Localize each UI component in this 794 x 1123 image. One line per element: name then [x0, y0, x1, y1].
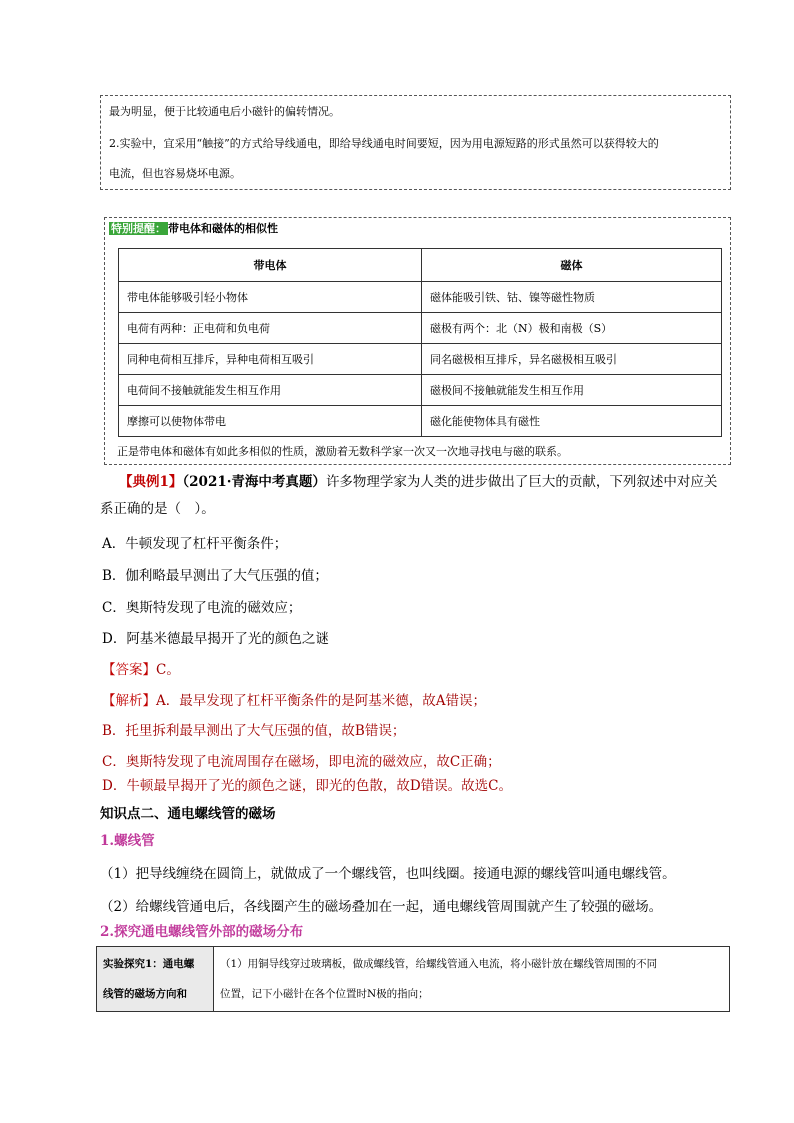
table-cell: 带电体能够吸引轻小物体 — [119, 282, 422, 313]
table-row — [119, 282, 722, 313]
experiment-table — [96, 946, 730, 1012]
table-row — [119, 406, 722, 437]
analysis-d: D．牛顿最早揭开了光的颜色之谜，即光的色散，故D错误。故选C。 — [102, 778, 512, 794]
answer-line — [102, 658, 180, 678]
option-c: C．奥斯特发现了电流的磁效应； — [102, 600, 302, 616]
section-heading: 知识点二、通电螺线管的磁场 — [100, 806, 276, 822]
example-stem-line-1 — [119, 470, 739, 490]
experiment-label-cell — [97, 947, 214, 1012]
table-cell: 磁体能吸引铁、钴、镍等磁性物质 — [422, 282, 722, 313]
analysis-tag: 【解析】 — [102, 693, 156, 709]
paragraph-2: （2）给螺线管通电后，各线圈产生的磁场叠加在一起，通电螺线管周围就产生了较强的磁场。 — [100, 899, 663, 915]
example-source: （2021·青海中考真题） — [182, 474, 326, 490]
table-row — [119, 375, 722, 406]
answer-value: C。 — [156, 662, 180, 678]
table-cell: 电荷间不接触就能发生相互作用 — [119, 375, 422, 406]
reminder-title-row — [109, 221, 278, 237]
table-cell: 同种电荷相互排斥，异种电荷相互吸引 — [119, 344, 422, 375]
table-cell: 磁化能使物体具有磁性 — [422, 406, 722, 437]
reminder-title: 带电体和磁体的相似性 — [168, 222, 278, 235]
experiment-text-1: （1）用铜导线穿过玻璃板，做成螺线管，给螺线管通入电流，将小磁针放在螺线管周围的不同 — [220, 958, 658, 970]
option-b: B．伽利略最早测出了大气压强的值； — [102, 568, 328, 584]
notes-box — [100, 95, 731, 190]
experiment-label-1: 实验探究1：通电螺 — [103, 958, 195, 970]
subsection-solenoid: 1.螺线管 — [100, 833, 155, 849]
table-cell: 同名磁极相互排斥，异名磁极相互吸引 — [422, 344, 722, 375]
reminder-tag: 特别提醒： — [111, 222, 166, 235]
analysis-a: A．最早发现了杠杆平衡条件的是阿基米德，故A错误； — [156, 693, 486, 709]
table-cell: 磁极间不接触就能发生相互作用 — [422, 375, 722, 406]
header-magnet: 磁体 — [422, 249, 722, 282]
notes-line-2: 2.实验中，宜采用“触接”的方式给导线通电，即给导线通电时间要短，因为用电源短路的形式虽然可以获得较大的 — [109, 137, 659, 150]
table-header-row — [119, 249, 722, 282]
answer-tag: 【答案】 — [102, 662, 156, 678]
reminder-footer: 正是带电体和磁体有如此多相似的性质，激励着无数科学家一次又一次地寻找电与磁的联系。 — [117, 445, 568, 458]
reminder-box — [104, 217, 731, 465]
table-row — [119, 344, 722, 375]
example-tag: 【典例1】 — [119, 474, 183, 490]
notes-line-1: 最为明显，便于比较通电后小磁针的偏转情况。 — [109, 105, 340, 118]
analysis-line-1 — [102, 689, 486, 709]
table-row — [97, 947, 730, 1012]
option-d: D．阿基米德最早揭开了光的颜色之谜 — [102, 631, 329, 647]
subsection-explore: 2.探究通电螺线管外部的磁场分布 — [100, 924, 304, 940]
paragraph-1: （1）把导线缠绕在圆筒上，就做成了一个螺线管，也叫线圈。接通电源的螺线管叫通电螺线管。 — [100, 866, 676, 882]
experiment-text-cell — [214, 947, 730, 1012]
experiment-text-2: 位置，记下小磁针在各个位置时N极的指向； — [220, 988, 429, 1000]
table-cell: 磁极有两个：北（N）极和南极（S） — [422, 313, 722, 344]
notes-line-3: 电流，但也容易烧坏电源。 — [109, 167, 241, 180]
analysis-c: C．奥斯特发现了电流周围存在磁场，即电流的磁效应，故C正确； — [102, 754, 501, 770]
example-stem-2: 系正确的是（ ）。 — [100, 501, 215, 517]
example-stem-1: 许多物理学家为人类的进步做出了巨大的贡献，下列叙述中对应关 — [325, 474, 718, 490]
analysis-b: B．托里拆利最早测出了大气压强的值，故B错误； — [102, 723, 406, 739]
option-a: A．牛顿发现了杠杆平衡条件； — [102, 536, 288, 552]
table-cell: 电荷有两种：正电荷和负电荷 — [119, 313, 422, 344]
comparison-table — [118, 248, 722, 437]
table-row — [119, 313, 722, 344]
table-cell: 摩擦可以使物体带电 — [119, 406, 422, 437]
header-charged-body: 带电体 — [119, 249, 422, 282]
experiment-label-2: 线管的磁场方向和 — [103, 988, 187, 1000]
